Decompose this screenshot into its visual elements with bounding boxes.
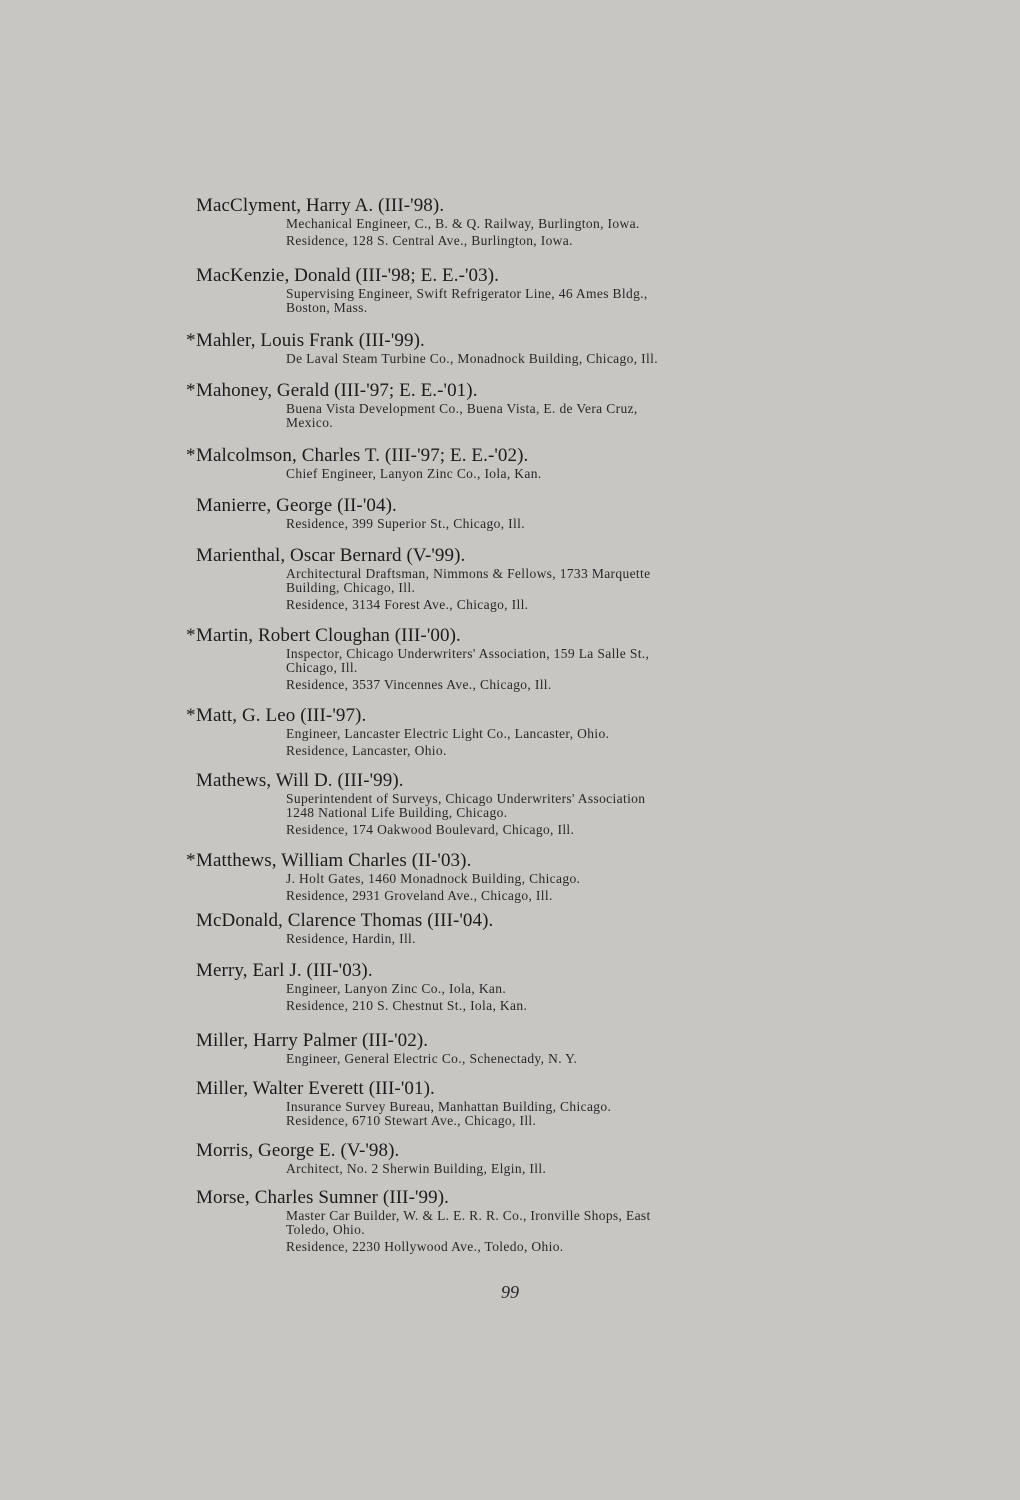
deceased-asterisk: * — [186, 705, 196, 726]
entry-detail-line: Master Car Builder, W. & L. E. R. R. Co., Ironville Shops, East — [286, 1208, 651, 1223]
entry-name — [186, 770, 645, 792]
entry-name — [186, 705, 609, 727]
directory-entry — [186, 195, 640, 248]
directory-entry — [186, 330, 658, 366]
entry-name-text: MacClyment, Harry A. (III-'98). — [196, 195, 445, 216]
entry-detail-line: Residence, 399 Superior St., Chicago, Ill. — [286, 516, 525, 531]
entry-detail-line: Residence, 210 S. Chestnut St., Iola, Kan. — [286, 998, 528, 1013]
entry-name-text: Mahler, Louis Frank (III-'99). — [196, 330, 425, 351]
entry-name — [186, 330, 658, 352]
entry-name — [186, 1187, 651, 1209]
entry-detail-line: Engineer, General Electric Co., Schenectady, N. Y. — [286, 1051, 578, 1066]
entry-name-text: Mahoney, Gerald (III-'97; E. E.-'01). — [196, 380, 478, 401]
entry-detail-line: Supervising Engineer, Swift Refrigerator Line, 46 Ames Bldg., — [286, 286, 648, 301]
entry-name-text: Miller, Walter Everett (III-'01). — [196, 1078, 435, 1099]
entry-detail-line: Building, Chicago, Ill. — [286, 580, 416, 595]
entry-name-text: Merry, Earl J. (III-'03). — [196, 960, 373, 981]
entry-detail-line: Engineer, Lanyon Zinc Co., Iola, Kan. — [286, 981, 507, 996]
entry-name — [186, 445, 542, 467]
directory-entry — [186, 960, 527, 1013]
entry-detail-line: Residence, 6710 Stewart Ave., Chicago, Ill. — [286, 1113, 537, 1128]
deceased-asterisk: * — [186, 330, 196, 351]
directory-entry — [186, 910, 493, 946]
entry-name — [186, 1078, 611, 1100]
entry-name-text: Matt, G. Leo (III-'97). — [196, 705, 367, 726]
directory-entry — [186, 445, 542, 481]
entry-name-text: Martin, Robert Cloughan (III-'00). — [196, 625, 461, 646]
entry-name — [186, 195, 640, 217]
entry-name — [186, 1030, 577, 1052]
directory-entry — [186, 625, 649, 692]
entry-detail-line: Architectural Draftsman, Nimmons & Fellows, 1733 Marquette — [286, 566, 651, 581]
entry-name-text: Manierre, George (II-'04). — [196, 495, 397, 516]
directory-entry — [186, 1030, 577, 1066]
entry-name — [186, 545, 650, 567]
entry-name-text: Matthews, William Charles (II-'03). — [196, 850, 472, 871]
entry-name-text: Miller, Harry Palmer (III-'02). — [196, 1030, 429, 1051]
entry-detail-line: Boston, Mass. — [286, 300, 368, 315]
entry-detail-line: Residence, Lancaster, Ohio. — [286, 743, 447, 758]
directory-entry — [186, 1140, 546, 1176]
entry-detail-line: Residence, 3134 Forest Ave., Chicago, Ill. — [286, 597, 529, 612]
entry-detail-line: Residence, 174 Oakwood Boulevard, Chicago, Ill. — [286, 822, 575, 837]
deceased-asterisk: * — [186, 850, 196, 871]
entry-detail-line: De Laval Steam Turbine Co., Monadnock Building, Chicago, Ill. — [286, 351, 658, 366]
entry-name — [186, 380, 638, 402]
entry-detail-line: Residence, 2230 Hollywood Ave., Toledo, Ohio. — [286, 1239, 564, 1254]
deceased-asterisk: * — [186, 445, 196, 466]
entry-detail-line: Architect, No. 2 Sherwin Building, Elgin, Ill. — [286, 1161, 547, 1176]
entry-detail-line: Residence, 128 S. Central Ave., Burlington, Iowa. — [286, 233, 573, 248]
entry-name — [186, 1140, 546, 1162]
directory-entry — [186, 1187, 651, 1254]
entry-detail-line: Chicago, Ill. — [286, 660, 358, 675]
entry-name — [186, 910, 493, 932]
entry-name-text: Mathews, Will D. (III-'99). — [196, 770, 404, 791]
entry-name — [186, 625, 649, 647]
directory-entry — [186, 265, 648, 315]
entry-name-text: Malcolmson, Charles T. (III-'97; E. E.-'02). — [196, 445, 529, 466]
entry-detail-line: Toledo, Ohio. — [286, 1222, 365, 1237]
directory-entry — [186, 1078, 611, 1128]
entry-detail-line: 1248 National Life Building, Chicago. — [286, 805, 508, 820]
entry-detail-line: Residence, 3537 Vincennes Ave., Chicago, Ill. — [286, 677, 552, 692]
entry-name — [186, 850, 580, 872]
entry-detail-line: Mexico. — [286, 415, 334, 430]
entry-name-text: McDonald, Clarence Thomas (III-'04). — [196, 910, 494, 931]
entry-detail-line: Residence, Hardin, Ill. — [286, 931, 416, 946]
directory-entry — [186, 495, 525, 531]
deceased-asterisk: * — [186, 625, 196, 646]
directory-entry — [186, 770, 645, 837]
entry-name — [186, 265, 648, 287]
entry-name-text: Marienthal, Oscar Bernard (V-'99). — [196, 545, 466, 566]
directory-entry — [186, 850, 580, 903]
page-number: 99 — [501, 1282, 519, 1302]
entry-detail-line: Superintendent of Surveys, Chicago Underwriters' Association — [286, 791, 646, 806]
entry-name-text: Morse, Charles Sumner (III-'99). — [196, 1187, 450, 1208]
entry-detail-line: Engineer, Lancaster Electric Light Co., Lancaster, Ohio. — [286, 726, 610, 741]
entry-detail-line: Mechanical Engineer, C., B. & Q. Railway, Burlington, Iowa. — [286, 216, 640, 231]
directory-entry — [186, 705, 609, 758]
entry-detail-line: J. Holt Gates, 1460 Monadnock Building, Chicago. — [286, 871, 581, 886]
entry-detail-line: Buena Vista Development Co., Buena Vista, E. de Vera Cruz, — [286, 401, 638, 416]
entry-name-text: MacKenzie, Donald (III-'98; E. E.-'03). — [196, 265, 500, 286]
entry-detail-line: Inspector, Chicago Underwriters' Association, 159 La Salle St., — [286, 646, 650, 661]
directory-entry — [186, 545, 650, 612]
entry-detail-line: Chief Engineer, Lanyon Zinc Co., Iola, Kan. — [286, 466, 542, 481]
entry-detail-line: Insurance Survey Bureau, Manhattan Building, Chicago. — [286, 1099, 612, 1114]
entry-name — [186, 495, 525, 517]
entry-detail-line: Residence, 2931 Groveland Ave., Chicago, Ill. — [286, 888, 553, 903]
entry-name-text: Morris, George E. (V-'98). — [196, 1140, 400, 1161]
entry-name — [186, 960, 527, 982]
deceased-asterisk: * — [186, 380, 196, 401]
directory-entry — [186, 380, 638, 430]
